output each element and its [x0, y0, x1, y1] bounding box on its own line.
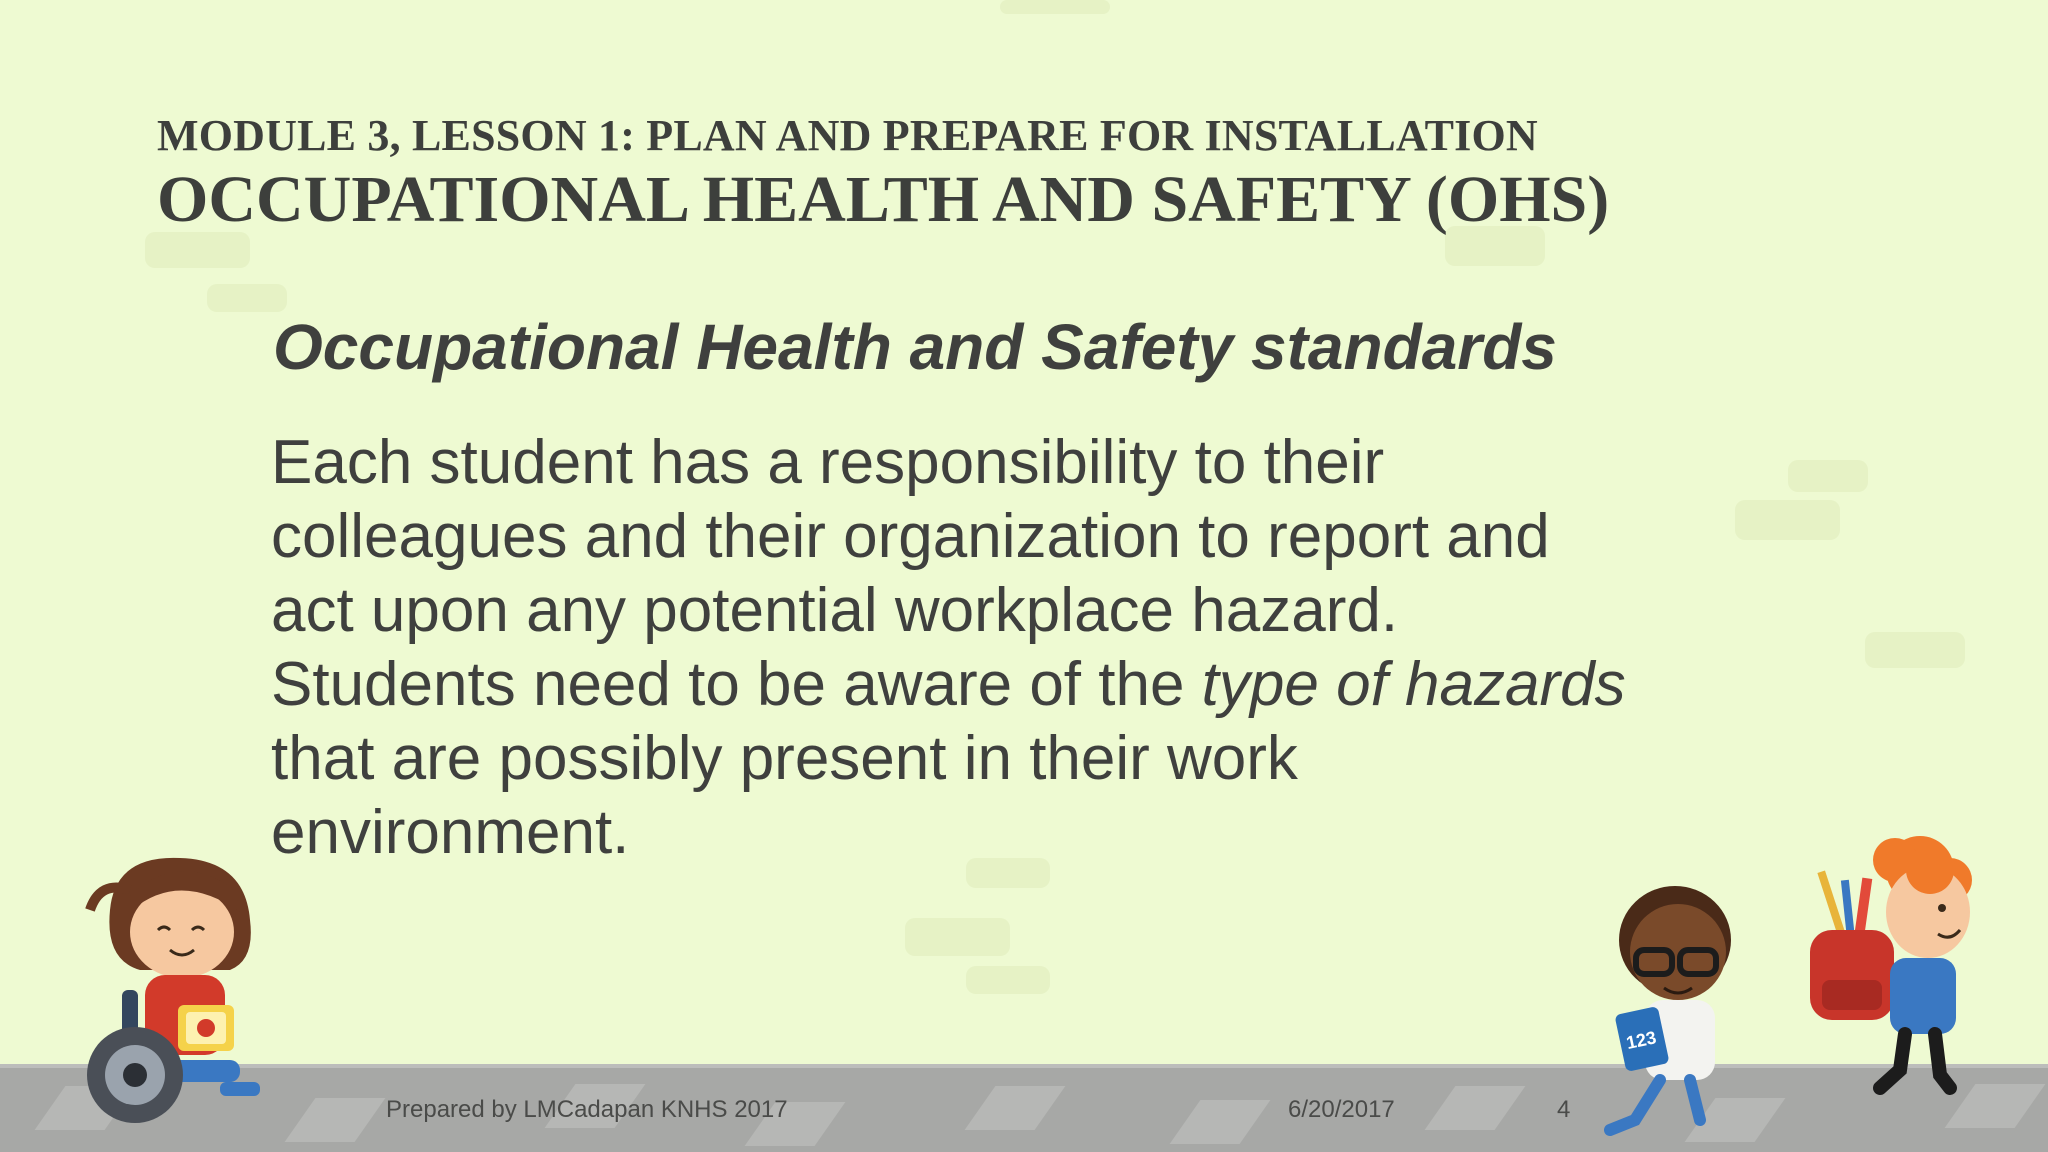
- background-stroke: [1000, 0, 1110, 14]
- girl-wheelchair-illustration: [70, 850, 320, 1140]
- background-stroke: [905, 918, 1010, 956]
- body-paragraph: [271, 426, 1831, 870]
- footer-date: 6/20/2017: [1288, 1096, 1395, 1123]
- road-tile: [1425, 1086, 1526, 1130]
- body-line: Each student has a responsibility to their: [271, 428, 1385, 497]
- road-tile: [965, 1086, 1066, 1130]
- boy-backpack-illustration: [1800, 830, 2000, 1120]
- body-emphasis: type of hazards: [1201, 650, 1626, 719]
- body-line: colleagues and their organization to report and: [271, 502, 1550, 571]
- section-subheading: Occupational Health and Safety standards: [273, 311, 1557, 383]
- footer-prepared-by: Prepared by LMCadapan KNHS 2017: [386, 1096, 788, 1123]
- body-line-plain: Students need to be aware of the: [271, 650, 1202, 719]
- module-lesson-heading: MODULE 3, LESSON 1: PLAN AND PREPARE FOR INSTALLATION: [157, 111, 1538, 160]
- slide-title: OCCUPATIONAL HEALTH AND SAFETY (OHS): [157, 163, 1610, 236]
- body-line: environment.: [271, 798, 630, 867]
- footer-page-number: 4: [1557, 1096, 1571, 1123]
- background-stroke: [966, 966, 1050, 994]
- background-stroke: [1865, 632, 1965, 668]
- book-label: 123: [1624, 1027, 1659, 1054]
- background-stroke: [207, 284, 287, 312]
- body-line: act upon any potential workplace hazard.: [271, 576, 1399, 645]
- road-tile: [1170, 1100, 1271, 1144]
- body-line: that are possibly present in their work: [271, 724, 1298, 793]
- boy-glasses-illustration: [1590, 880, 1770, 1140]
- body-line: [271, 648, 1831, 722]
